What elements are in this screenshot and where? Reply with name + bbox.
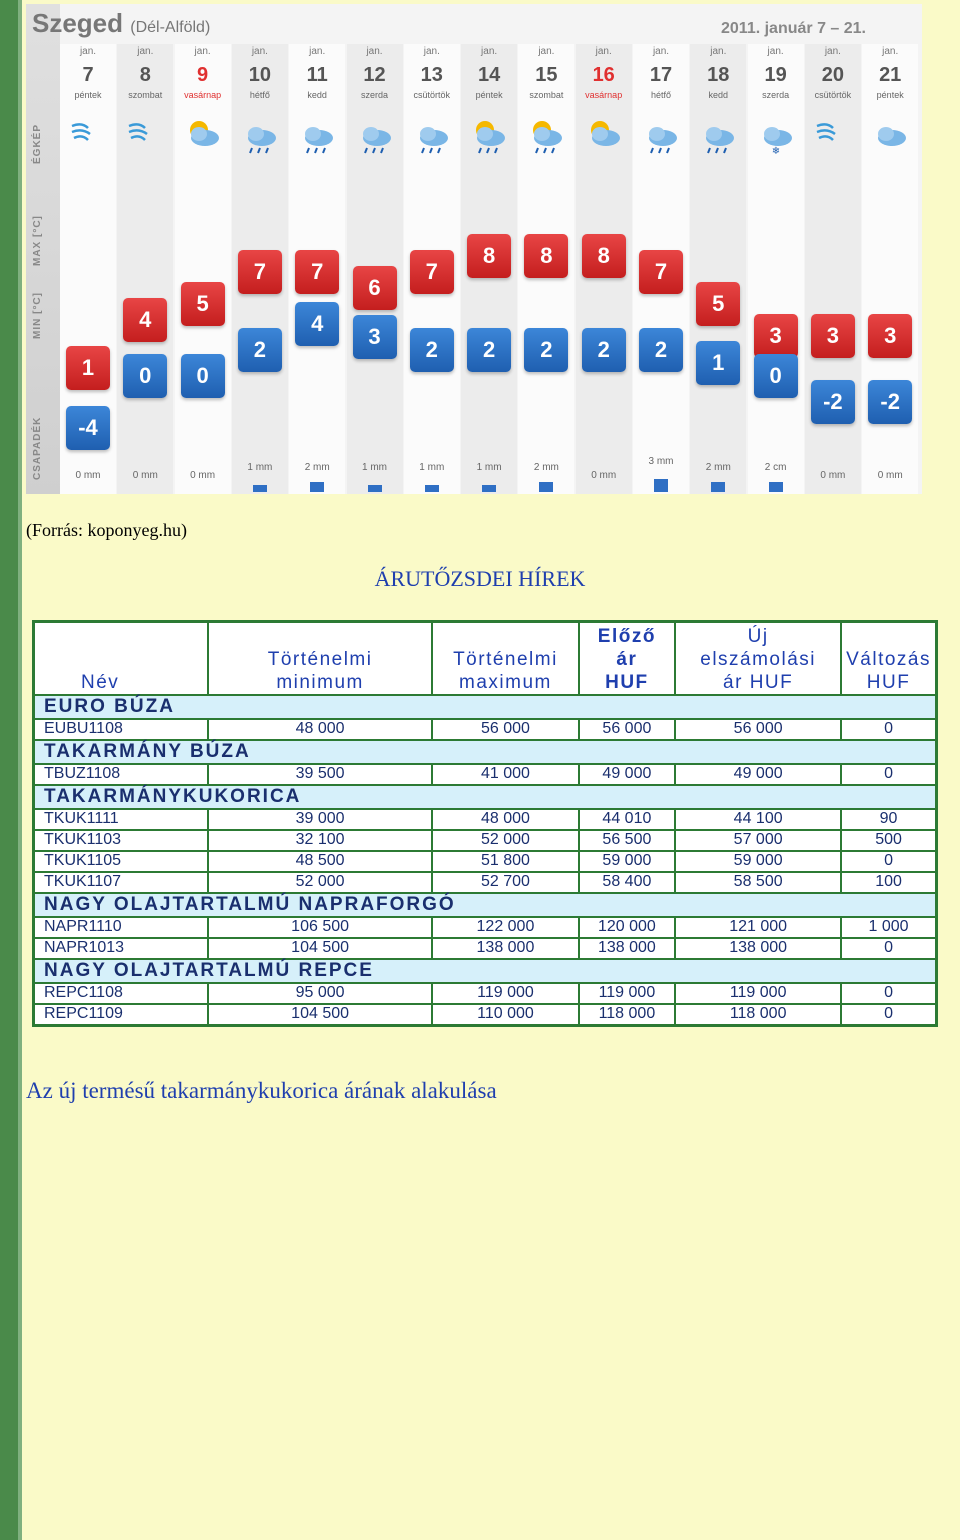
day-name: hétfő: [650, 90, 672, 100]
wind-rain-icon: [813, 116, 853, 156]
day-month: jan.: [309, 46, 326, 57]
contract-code: TBUZ1108: [34, 764, 208, 785]
sun-cloud-icon: [183, 116, 223, 156]
day-number: 16: [592, 64, 615, 86]
svg-text:❄: ❄: [771, 146, 780, 156]
contract-code: REPC1109: [34, 1004, 208, 1026]
forecast-day-column: [518, 44, 574, 494]
contract-code: NAPR1110: [34, 917, 208, 938]
precip-amount: 2 mm: [304, 462, 330, 473]
day-number: 12: [363, 64, 386, 86]
precip-amount: 2 cm: [764, 462, 787, 473]
day-number: 10: [248, 64, 272, 86]
day-name: szombat: [128, 90, 163, 100]
max-temp-box: 7: [410, 250, 454, 294]
commodity-group-name: TAKARMÁNY BÚZA: [34, 740, 937, 764]
min-temp-box: -2: [811, 380, 855, 424]
hist-max-cell: 122 000: [432, 917, 578, 938]
new-price-cell: 118 000: [675, 1004, 841, 1026]
commodity-group-name: EURO BÚZA: [34, 695, 937, 719]
commodity-group-name: TAKARMÁNYKUKORICA: [34, 785, 937, 809]
hist-max-cell: 110 000: [432, 1004, 578, 1026]
source-note: (Forrás: koponyeg.hu): [26, 520, 187, 540]
max-temp-box: 8: [524, 234, 568, 278]
snow-cloud-icon: [756, 116, 796, 156]
commodity-group-name: NAGY OLAJTARTALMÚ REPCE: [34, 959, 937, 983]
left-border-bar: [0, 0, 18, 1540]
table-row: [34, 983, 937, 1004]
table-row: [34, 938, 937, 959]
prev-price-cell: 56 500: [579, 830, 676, 851]
precip-bar: [368, 485, 382, 492]
hist-min-cell: 48 000: [208, 719, 432, 740]
table-row: [34, 872, 937, 893]
change-cell: 0: [841, 719, 936, 740]
side-label-precip: CSAPADÉK: [32, 416, 43, 480]
max-temp-box: 5: [181, 282, 225, 326]
hist-max-cell: 52 000: [432, 830, 578, 851]
forecast-day-column: [862, 44, 918, 494]
precip-bar: [769, 482, 783, 492]
hist-min-cell: 48 500: [208, 851, 432, 872]
min-temp-box: 2: [582, 328, 626, 372]
day-number: 7: [82, 64, 94, 86]
new-price-cell: 121 000: [675, 917, 841, 938]
day-month: jan.: [481, 46, 498, 57]
day-name: szerda: [762, 90, 790, 100]
weather-side-labels: [26, 4, 60, 494]
precip-amount: 0 mm: [75, 470, 101, 481]
commodity-group-row: [34, 785, 937, 809]
min-temp-box: 2: [524, 328, 568, 372]
day-month: jan.: [824, 46, 841, 57]
forecast-day-column: [748, 44, 804, 494]
contract-code: TKUK1103: [34, 830, 208, 851]
sun-rain-icon: [526, 116, 566, 156]
hist-max-cell: 51 800: [432, 851, 578, 872]
region-name: (Dél-Alföld): [130, 19, 211, 36]
rain-cloud-icon: [240, 116, 280, 156]
change-cell: 0: [841, 983, 936, 1004]
day-month: jan.: [366, 46, 383, 57]
min-temp-box: 2: [467, 328, 511, 372]
precip-amount: 2 mm: [705, 462, 731, 473]
hist-min-cell: 104 500: [208, 938, 432, 959]
forecast-day-column: [404, 44, 460, 494]
day-number: 11: [306, 64, 328, 86]
day-month: jan.: [710, 46, 727, 57]
max-temp-box: 8: [467, 234, 511, 278]
hist-max-cell: 56 000: [432, 719, 578, 740]
table-row: [34, 851, 937, 872]
forecast-day-column: [347, 44, 403, 494]
new-price-cell: 49 000: [675, 764, 841, 785]
precip-amount: 0 mm: [591, 470, 617, 481]
hist-max-cell: 52 700: [432, 872, 578, 893]
min-temp-box: 1: [696, 341, 740, 385]
prev-price-cell: 119 000: [579, 983, 676, 1004]
day-month: jan.: [137, 46, 154, 57]
new-price-cell: 119 000: [675, 983, 841, 1004]
commodity-group-name: NAGY OLAJTARTALMÚ NAPRAFORGÓ: [34, 893, 937, 917]
precip-bar: [425, 485, 439, 492]
precip-bar: [310, 482, 324, 492]
day-month: jan.: [882, 46, 899, 57]
contract-code: TKUK1107: [34, 872, 208, 893]
change-cell: 100: [841, 872, 936, 893]
prev-price-cell: 138 000: [579, 938, 676, 959]
day-number: 8: [139, 64, 151, 86]
hist-min-cell: 52 000: [208, 872, 432, 893]
table-row: [34, 830, 937, 851]
table-row: [34, 764, 937, 785]
city-name: Szeged: [32, 8, 124, 38]
day-month: jan.: [251, 46, 268, 57]
table-row: [34, 1004, 937, 1026]
precip-amount: 3 mm: [648, 456, 674, 467]
day-name: péntek: [876, 90, 904, 100]
prev-price-cell: 49 000: [579, 764, 676, 785]
commodity-group-row: [34, 893, 937, 917]
hist-min-cell: 106 500: [208, 917, 432, 938]
day-name: vasárnap: [585, 90, 623, 100]
forecast-day-column: [232, 44, 288, 494]
new-price-cell: 58 500: [675, 872, 841, 893]
day-name: szerda: [360, 90, 388, 100]
side-label-max: MAX [°C]: [32, 215, 43, 266]
header-new-price: Új elszámolási ár HUF: [675, 622, 841, 695]
commodity-group-row: [34, 740, 937, 764]
max-temp-box: 7: [238, 250, 282, 294]
new-price-cell: 44 100: [675, 809, 841, 830]
day-number: 21: [879, 64, 902, 86]
prev-price-cell: 59 000: [579, 851, 676, 872]
side-label-min: MIN [°C]: [32, 292, 43, 339]
precip-amount: 0 mm: [820, 470, 846, 481]
forecast-day-column: [461, 44, 517, 494]
contract-code: TKUK1105: [34, 851, 208, 872]
prev-price-cell: 118 000: [579, 1004, 676, 1026]
max-temp-box: 3: [868, 314, 912, 358]
max-temp-box: 3: [754, 314, 798, 358]
day-month: jan.: [652, 46, 670, 57]
contract-code: NAPR1013: [34, 938, 208, 959]
table-header-row: [34, 622, 937, 695]
commodity-group-row: [34, 959, 937, 983]
change-cell: 0: [841, 764, 936, 785]
prev-price-cell: 120 000: [579, 917, 676, 938]
hist-min-cell: 104 500: [208, 1004, 432, 1026]
day-name: kedd: [708, 90, 729, 100]
prev-price-cell: 58 400: [579, 872, 676, 893]
left-border-stripe: [18, 0, 22, 1540]
sun-rain-icon: [469, 116, 509, 156]
day-number: 19: [764, 64, 787, 86]
day-name: csütörtök: [413, 90, 451, 100]
weather-city: [32, 8, 210, 39]
min-temp-box: -2: [868, 380, 912, 424]
day-number: 9: [197, 64, 209, 86]
hist-min-cell: 39 000: [208, 809, 432, 830]
max-temp-box: 7: [639, 250, 683, 294]
change-cell: 0: [841, 1004, 936, 1026]
new-price-cell: 138 000: [675, 938, 841, 959]
min-temp-box: -4: [66, 406, 110, 450]
precip-amount: 1 mm: [476, 462, 502, 473]
rain-cloud-icon: [641, 116, 681, 156]
rain-cloud-icon: [297, 116, 337, 156]
day-number: 17: [649, 64, 673, 86]
hist-max-cell: 138 000: [432, 938, 578, 959]
wind-rain-icon: [68, 116, 108, 156]
precip-amount: 0 mm: [190, 470, 216, 481]
hist-min-cell: 95 000: [208, 983, 432, 1004]
day-number: 14: [477, 64, 501, 86]
min-temp-box: 0: [754, 354, 798, 398]
forecast-day-column: [117, 44, 173, 494]
day-number: 18: [707, 64, 730, 86]
precip-bar: [654, 479, 668, 492]
min-temp-box: 4: [295, 302, 339, 346]
precip-bar: [253, 485, 267, 492]
min-temp-box: 2: [410, 328, 454, 372]
precip-amount: 1 mm: [362, 462, 387, 473]
precip-amount: 1 mm: [419, 462, 445, 473]
weather-date-range: 2011. január 7 – 21.: [721, 20, 866, 37]
precip-amount: 2 mm: [533, 462, 559, 473]
forecast-day-column: [690, 44, 746, 494]
header-hist-max: Történelmi maximum: [432, 622, 578, 695]
day-month: jan.: [194, 46, 211, 57]
precip-amount: 1 mm: [247, 462, 273, 473]
price-table: [32, 620, 938, 1027]
change-cell: 90: [841, 809, 936, 830]
precip-amount: 0 mm: [877, 470, 903, 481]
min-temp-box: 0: [181, 354, 225, 398]
hist-max-cell: 48 000: [432, 809, 578, 830]
new-price-cell: 56 000: [675, 719, 841, 740]
day-name: péntek: [475, 90, 503, 100]
precip-bar: [711, 482, 725, 492]
max-temp-box: 5: [696, 282, 740, 326]
contract-code: REPC1108: [34, 983, 208, 1004]
change-cell: 500: [841, 830, 936, 851]
header-name: Név: [34, 622, 208, 695]
forecast-day-column: [805, 44, 861, 494]
day-name: csütörtök: [814, 90, 852, 100]
day-name: hétfő: [249, 90, 270, 100]
new-price-cell: 59 000: [675, 851, 841, 872]
hist-min-cell: 39 500: [208, 764, 432, 785]
max-temp-box: 7: [295, 250, 339, 294]
change-cell: 1 000: [841, 917, 936, 938]
precip-amount: 0 mm: [132, 470, 158, 481]
forecast-day-column: [175, 44, 231, 494]
table-row: [34, 719, 937, 740]
hist-min-cell: 32 100: [208, 830, 432, 851]
rain-cloud-icon: [412, 116, 452, 156]
prev-price-cell: 44 010: [579, 809, 676, 830]
day-month: jan.: [538, 46, 555, 57]
min-temp-box: 0: [123, 354, 167, 398]
new-price-cell: 57 000: [675, 830, 841, 851]
min-temp-box: 2: [639, 328, 683, 372]
chart-section-title: Az új termésű takarmánykukorica árának alakulása: [26, 1078, 497, 1103]
forecast-day-column: [576, 44, 632, 494]
side-label-sky: ÉGKÉP: [32, 123, 43, 164]
table-row: [34, 917, 937, 938]
sun-cloud-icon: [584, 116, 624, 156]
change-cell: 0: [841, 938, 936, 959]
header-hist-min: Történelmi minimum: [208, 622, 432, 695]
contract-code: EUBU1108: [34, 719, 208, 740]
table-row: [34, 809, 937, 830]
hist-max-cell: 119 000: [432, 983, 578, 1004]
rain-cloud-icon: [355, 116, 395, 156]
day-name: vasárnap: [184, 90, 222, 100]
day-number: 20: [821, 64, 845, 86]
header-prev-price: Előző ár HUF: [579, 622, 676, 695]
change-cell: 0: [841, 851, 936, 872]
max-temp-box: 1: [66, 346, 110, 390]
day-name: szombat: [529, 90, 564, 100]
day-month: jan.: [595, 46, 612, 57]
hist-max-cell: 41 000: [432, 764, 578, 785]
max-temp-box: 3: [811, 314, 855, 358]
day-number: 15: [535, 64, 558, 86]
commodity-group-row: [34, 695, 937, 719]
rain-cloud-icon: [698, 116, 738, 156]
cloud-icon: [870, 116, 910, 156]
day-month: jan.: [423, 46, 440, 57]
precip-bar: [539, 482, 553, 492]
day-name: péntek: [74, 90, 102, 100]
section-title: ÁRUTŐZSDEI HÍREK: [374, 566, 586, 591]
day-number: 13: [420, 64, 443, 86]
min-temp-box: 3: [353, 315, 397, 359]
min-temp-box: 2: [238, 328, 282, 372]
forecast-day-column: [60, 44, 116, 494]
day-month: jan.: [767, 46, 784, 57]
header-change: Változás HUF: [841, 622, 936, 695]
contract-code: TKUK1111: [34, 809, 208, 830]
max-temp-box: 8: [582, 234, 626, 278]
max-temp-box: 4: [123, 298, 167, 342]
weather-forecast-widget: [26, 4, 922, 494]
precip-bar: [482, 485, 496, 492]
wind-rain-icon: [125, 116, 165, 156]
day-name: kedd: [307, 90, 327, 100]
forecast-day-column: [289, 44, 345, 494]
day-month: jan.: [79, 46, 97, 57]
forecast-day-column: [633, 44, 689, 494]
max-temp-box: 6: [353, 266, 397, 310]
prev-price-cell: 56 000: [579, 719, 676, 740]
